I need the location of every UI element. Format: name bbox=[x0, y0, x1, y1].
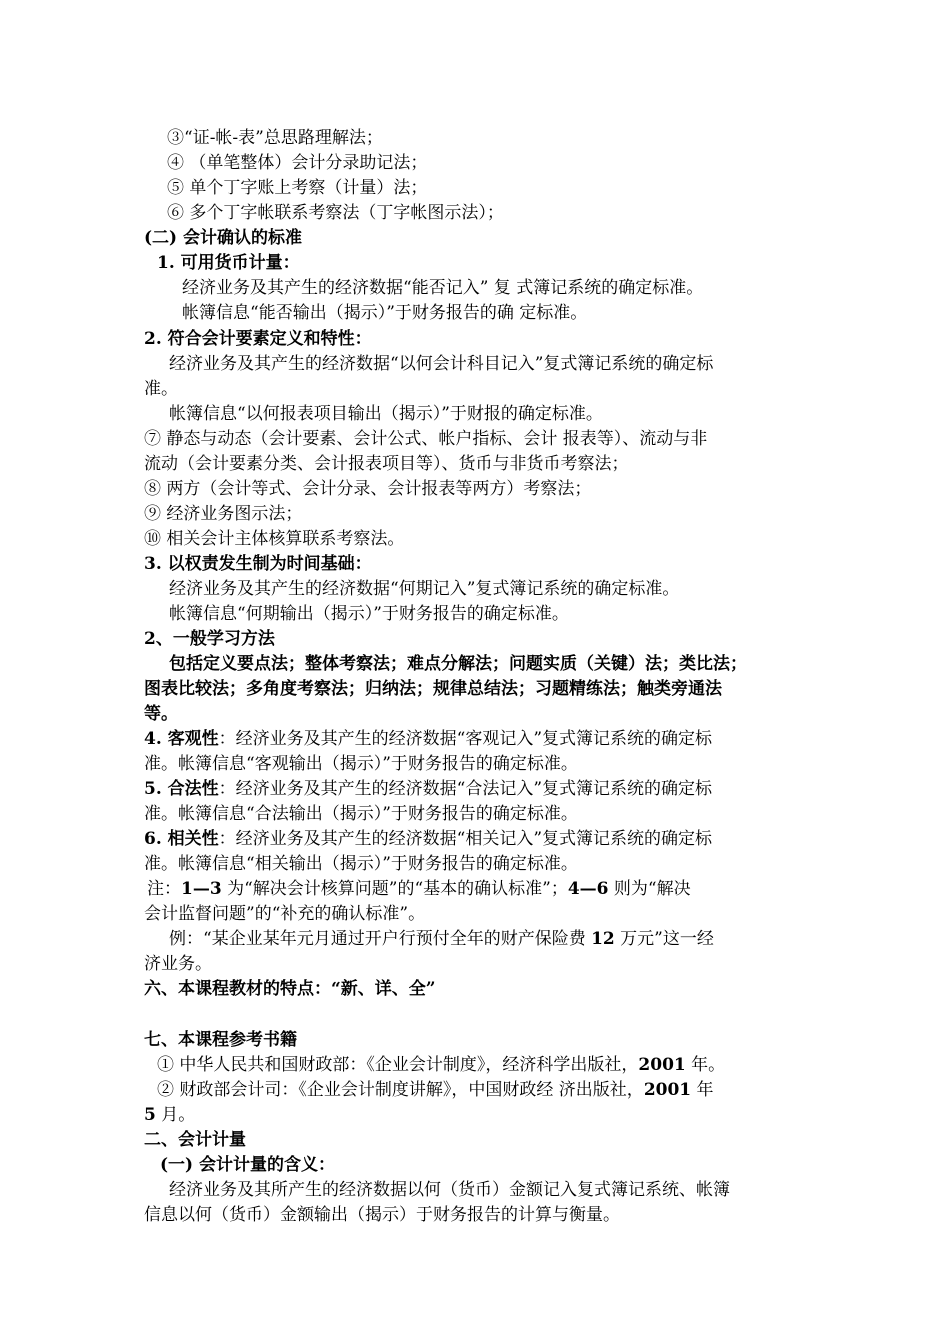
bold-text: 5. 合法性 bbox=[144, 779, 219, 799]
text-line bbox=[144, 227, 302, 249]
text-segment: 年。 bbox=[685, 1055, 726, 1075]
text-line bbox=[144, 553, 372, 575]
text-line bbox=[169, 603, 569, 625]
text-line bbox=[169, 353, 713, 375]
text-line bbox=[144, 1129, 246, 1151]
text-segment: 帐簿信息“何期输出（揭示）”于财务报告的确定标准。 bbox=[169, 604, 569, 624]
bold-text: 12 bbox=[591, 929, 615, 949]
text-segment: ① 中华人民共和国财政部：《企业会计制度》，经济科学出版社， bbox=[157, 1055, 639, 1075]
text-line bbox=[144, 678, 722, 700]
text-line bbox=[169, 653, 747, 675]
text-segment: 经济业务及其产生的经济数据“何期记入”复式簿记系统的确定标准。 bbox=[169, 579, 680, 599]
text-line bbox=[144, 728, 712, 750]
text-line bbox=[169, 928, 714, 950]
text-line bbox=[169, 1179, 730, 1201]
text-segment: ④ （单笔整体）会计分录助记法； bbox=[167, 153, 428, 173]
text-line bbox=[144, 778, 712, 800]
text-line bbox=[182, 277, 703, 299]
text-line bbox=[167, 202, 504, 224]
text-line bbox=[182, 302, 587, 324]
text-line bbox=[144, 428, 707, 450]
text-line bbox=[144, 528, 404, 550]
text-line bbox=[144, 1029, 297, 1051]
text-segment: 注： bbox=[147, 879, 181, 899]
text-segment: 万元”这一经 bbox=[614, 929, 714, 949]
bold-text: 2001 bbox=[638, 1055, 686, 1075]
text-segment: 准。帐簿信息“合法输出（揭示）”于财务报告的确定标准。 bbox=[144, 804, 578, 824]
text-segment: 帐簿信息“能否输出（揭示）”于财务报告的确 定标准。 bbox=[182, 303, 588, 323]
text-segment: 准。帐簿信息“相关输出（揭示）”于财务报告的确定标准。 bbox=[144, 854, 578, 874]
bold-text: 3. 以权责发生制为时间基础： bbox=[144, 554, 372, 574]
text-segment: ⑧ 两方（会计等式、会计分录、会计报表等两方）考察法； bbox=[144, 479, 592, 499]
text-segment: ⑨ 经济业务图示法； bbox=[144, 504, 303, 524]
text-segment: ：经济业务及其产生的经济数据“客观记入”复式簿记系统的确定标 bbox=[218, 729, 713, 749]
text-line bbox=[160, 1154, 335, 1176]
bold-text: 图表比较法；多角度考察法；归纳法；规律总结法；习题精练法；触类旁通法 bbox=[144, 679, 722, 699]
text-segment: 流动（会计要素分类、会计报表项目等）、货币与非货币考察法； bbox=[144, 454, 629, 474]
bold-text: 六、本课程教材的特点：“新、详、全” bbox=[144, 979, 436, 999]
text-line bbox=[157, 1054, 725, 1076]
text-segment: 年 bbox=[691, 1080, 714, 1100]
text-segment: ⑤ 单个丁字账上考察（计量）法； bbox=[167, 178, 428, 198]
text-segment: 经济业务及其产生的经济数据“能否记入” 复 式簿记系统的确定标准。 bbox=[182, 278, 704, 298]
text-segment: 帐簿信息“以何报表项目输出（揭示）”于财报的确定标准。 bbox=[169, 404, 603, 424]
text-segment: ：经济业务及其产生的经济数据“合法记入”复式簿记系统的确定标 bbox=[218, 779, 713, 799]
text-line bbox=[144, 703, 178, 725]
text-segment: ⑩ 相关会计主体核算联系考察法。 bbox=[144, 529, 405, 549]
text-line bbox=[144, 628, 275, 650]
text-line bbox=[144, 828, 712, 850]
text-line bbox=[144, 1204, 620, 1226]
text-line bbox=[144, 978, 436, 1000]
bold-text: 4. 客观性 bbox=[144, 729, 219, 749]
text-segment: 准。 bbox=[144, 379, 178, 399]
text-line bbox=[144, 328, 372, 350]
text-line bbox=[144, 378, 178, 400]
bold-text: 1—3 bbox=[181, 879, 222, 899]
text-line bbox=[157, 252, 300, 274]
text-line bbox=[167, 177, 427, 199]
text-segment: 为“解决会计核算问题”的“基本的确认标准”； bbox=[221, 879, 568, 899]
text-segment: ⑦ 静态与动态（会计要素、会计公式、帐户指标、会计 报表等）、流动与非 bbox=[144, 429, 708, 449]
text-line bbox=[144, 478, 591, 500]
bold-text: 七、本课程参考书籍 bbox=[144, 1030, 297, 1050]
bold-text: 1. 可用货币计量： bbox=[157, 253, 300, 273]
text-line bbox=[144, 803, 578, 825]
text-line bbox=[167, 152, 427, 174]
bold-text: 2. 符合会计要素定义和特性： bbox=[144, 329, 372, 349]
text-segment: 济业务。 bbox=[144, 954, 212, 974]
text-segment: 经济业务及其产生的经济数据“以何会计科目记入”复式簿记系统的确定标 bbox=[169, 354, 714, 374]
bold-text: 包括定义要点法；整体考察法；难点分解法；问题实质（关键）法；类比法； bbox=[169, 654, 747, 674]
bold-text: (二) 会计确认的标准 bbox=[144, 228, 303, 248]
bold-text: 6. 相关性 bbox=[144, 829, 219, 849]
text-segment: 月。 bbox=[155, 1105, 196, 1125]
text-segment: 准。帐簿信息“客观输出（揭示）”于财务报告的确定标准。 bbox=[144, 754, 578, 774]
bold-text: 等。 bbox=[144, 704, 178, 724]
text-line bbox=[144, 953, 212, 975]
bold-text: 4—6 bbox=[567, 879, 609, 899]
text-segment: ② 财政部会计司：《企业会计制度讲解》，中国财政经 济出版社， bbox=[157, 1080, 644, 1100]
text-line bbox=[169, 403, 603, 425]
text-line bbox=[169, 578, 679, 600]
text-segment: 则为“解决 bbox=[608, 879, 691, 899]
text-segment: 信息以何（货币）金额输出（揭示）于财务报告的计算与衡量。 bbox=[144, 1205, 620, 1225]
bold-text: 2、一般学习方法 bbox=[144, 629, 275, 649]
text-line bbox=[144, 503, 302, 525]
text-segment: ⑥ 多个丁字帐联系考察法（丁字帐图示法）； bbox=[167, 203, 504, 223]
text-line bbox=[144, 853, 578, 875]
text-line bbox=[157, 1079, 714, 1101]
text-line bbox=[144, 453, 629, 475]
text-line bbox=[147, 878, 691, 900]
text-line bbox=[144, 753, 578, 775]
text-segment: 例：“某企业某年元月通过开户行预付全年的财产保险费 bbox=[169, 929, 592, 949]
text-segment: 经济业务及其所产生的经济数据以何（货币）金额记入复式簿记系统、帐簿 bbox=[169, 1180, 730, 1200]
text-segment: 会计监督问题”的“补充的确认标准”。 bbox=[144, 904, 426, 924]
text-line bbox=[167, 127, 383, 149]
text-segment: ：经济业务及其产生的经济数据“相关记入”复式簿记系统的确定标 bbox=[218, 829, 713, 849]
bold-text: 2001 bbox=[643, 1080, 692, 1100]
text-segment: ③“证-帐-表”总思路理解法； bbox=[167, 128, 383, 148]
bold-text: 5 bbox=[144, 1105, 156, 1125]
text-line bbox=[144, 903, 425, 925]
bold-text: 二、会计计量 bbox=[144, 1130, 246, 1150]
text-line bbox=[144, 1104, 195, 1126]
bold-text: (一) 会计计量的含义： bbox=[160, 1155, 336, 1175]
